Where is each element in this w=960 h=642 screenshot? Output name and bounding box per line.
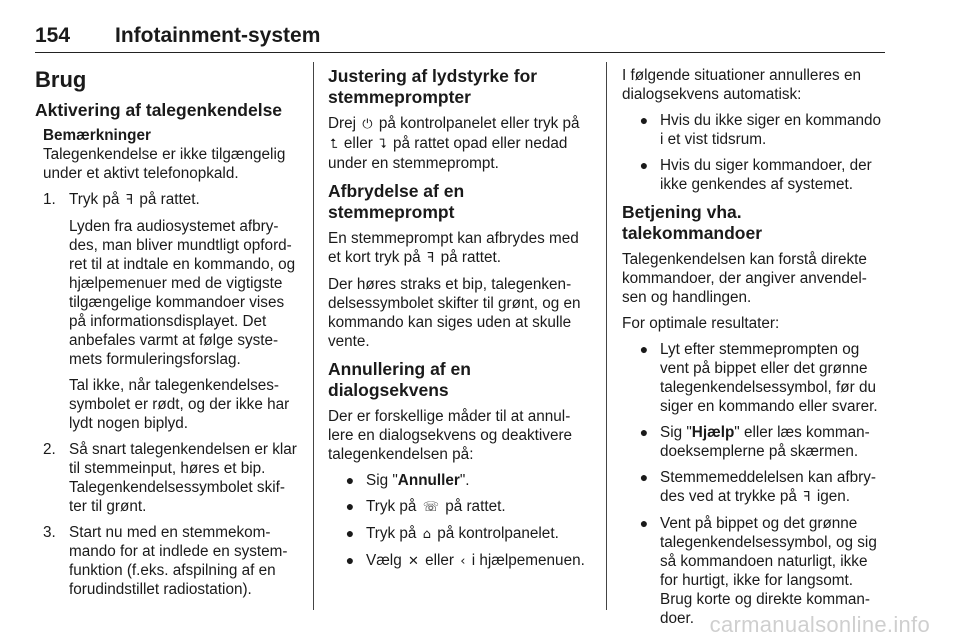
step-3	[35, 523, 301, 599]
text: ".	[459, 472, 470, 489]
step-number: 2.	[43, 441, 56, 458]
text: eller	[425, 552, 455, 569]
subsection-heading: Annullering af en dialogsekvens	[328, 359, 471, 400]
column-3	[622, 60, 885, 635]
text: på rattet.	[445, 498, 506, 515]
back-icon: ‹	[460, 554, 466, 569]
subsection-heading: Justering af lydstyrke for stemmeprompter	[328, 66, 538, 107]
voice-icon: ꟻ	[125, 193, 134, 208]
close-icon: ✕	[407, 554, 419, 569]
bullet-icon: ●	[345, 472, 355, 488]
text: på rattet opad eller nedad under en stemmeprompt.	[328, 135, 568, 172]
note-text: Talegenkendelse er ikke tilgængelig under et aktivt telefonopkald.	[43, 146, 286, 182]
list-item	[622, 156, 885, 194]
text: eller	[343, 135, 373, 152]
subsection-heading: Afbrydelse af en stemmeprompt	[328, 181, 465, 222]
watermark: carmanualsonline.info	[709, 612, 930, 637]
bullet-icon: ●	[639, 341, 649, 357]
paragraph: Der er forskellige måder til at annul-lere en dialogsekvens og deaktivere talegenkendelsen på:	[328, 408, 573, 463]
text: på kontrolpanelet.	[437, 525, 559, 542]
step-2	[35, 440, 301, 516]
bullet-icon: ●	[639, 469, 649, 485]
paragraph: For optimale resultater:	[622, 315, 780, 332]
list-text: Lyt efter stemmeprompten og vent på bippet eller det grønne talegenkendelsessymbol, før du siger en kommando eller svarer.	[660, 341, 878, 415]
column-1	[35, 60, 301, 606]
text: Sig "	[660, 424, 692, 441]
step-text: Så snart talegenkendelsen er klar til stemmeinput, høres et bip. Talegenkendelsessymbolet skif-ter til grønt.	[69, 441, 297, 515]
step-text: Tryk på	[69, 191, 120, 208]
step-detail: Lyden fra audiosystemet afbry-des, man bliver mundtligt opford-ret til at indtale en kommando, og hjælpemenuer med de vigtigste tilgængelige kommandoer vises på informationsdisplayet. Det anbefales varmt at følge syste-mets formuleringsforslag.	[69, 218, 296, 368]
list-text: Vent på bippet og det grønne talegenkendelsessymbol, og sig så kommandoen naturligt, ikke for hurtigt, ikke for langsomt. Brug korte og direkte komman-doer.	[660, 515, 877, 627]
bullet-icon: ●	[639, 112, 649, 128]
section-heading: Brug	[35, 67, 87, 92]
text: En stemmeprompt kan afbrydes med et kort tryk på	[328, 230, 579, 266]
volume-down-icon: ⮧	[379, 137, 387, 152]
list-item	[328, 551, 590, 571]
bullet-icon: ●	[639, 157, 649, 173]
text: igen.	[816, 488, 851, 505]
step-detail: Tal ikke, når talegenkendelses-symbolet er rødt, og der ikke har lydt nogen biplyd.	[69, 377, 290, 432]
list-text: Hvis du ikke siger en kommando i et vist tidsrum.	[660, 112, 882, 148]
bullet-icon: ●	[345, 552, 355, 568]
bullet-icon: ●	[639, 515, 649, 531]
paragraph	[328, 229, 590, 268]
text: Drej	[328, 115, 357, 132]
phone-end-icon: ☏	[422, 500, 439, 515]
list-item	[622, 514, 885, 628]
list-text: Hvis du siger kommandoer, der ikke genkendes af systemet.	[660, 157, 872, 193]
bullet-icon: ●	[345, 498, 355, 514]
step-1	[35, 190, 301, 210]
running-title: Infotainment-system	[115, 24, 321, 47]
paragraph: Talegenkendelsen kan forstå direkte kommandoer, der angiver anvendel-sen og handlingen.	[622, 251, 867, 306]
voice-icon: ꟻ	[803, 490, 811, 505]
paragraph: Der høres straks et bip, talegenken-delsessymbolet skifter til grønt, og en kommando kan siges uden at skulle vente.	[328, 276, 581, 350]
step-text: Start nu med en stemmekom-mando for at indlede en system-funktion (f.eks. afspilning af en forudindstillet radiostation).	[69, 524, 288, 598]
paragraph	[328, 114, 590, 173]
text: " eller læs komman-doeksemplerne på skærmen.	[660, 424, 870, 460]
column-divider	[313, 62, 314, 610]
text: Tryk på	[366, 525, 417, 542]
column-divider	[606, 62, 607, 610]
step-number: 1.	[43, 191, 56, 208]
power-knob-icon: ⏻	[362, 117, 373, 132]
list-item	[622, 111, 885, 149]
paragraph: I følgende situationer annulleres en dialogsekvens automatisk:	[622, 67, 861, 103]
text: Sig "	[366, 472, 398, 489]
note-title: Bemærkninger	[43, 127, 151, 144]
text: Stemmemeddelelsen kan afbry-des ved at trykke på	[660, 469, 876, 505]
text: på rattet.	[440, 249, 502, 266]
page-header	[35, 18, 885, 53]
text: Vælg	[366, 552, 402, 569]
subsection-heading: Aktivering af talegenkendelse	[35, 100, 283, 120]
list-item	[622, 423, 885, 461]
text: Tryk på	[366, 498, 417, 515]
bullet-icon: ●	[639, 424, 649, 440]
subsection-heading: Betjening vha. talekommandoer	[622, 202, 763, 243]
home-icon: ⌂	[422, 527, 431, 542]
list-item	[328, 497, 590, 517]
step-number: 3.	[43, 524, 56, 541]
list-item	[328, 471, 590, 490]
volume-up-icon: ⮤	[330, 137, 338, 152]
voice-icon: ꟻ	[426, 251, 435, 266]
column-2	[328, 60, 590, 578]
command-text: Annuller	[397, 472, 460, 489]
text: på kontrolpanelet eller tryk på	[378, 115, 580, 132]
list-item	[328, 524, 590, 544]
command-text: Hjælp	[691, 424, 735, 441]
text: i hjælpemenuen.	[471, 552, 585, 569]
list-item	[622, 340, 885, 416]
list-item	[622, 468, 885, 507]
step-text: på rattet.	[139, 191, 200, 208]
page-number: 154	[35, 24, 71, 47]
bullet-icon: ●	[345, 525, 355, 541]
